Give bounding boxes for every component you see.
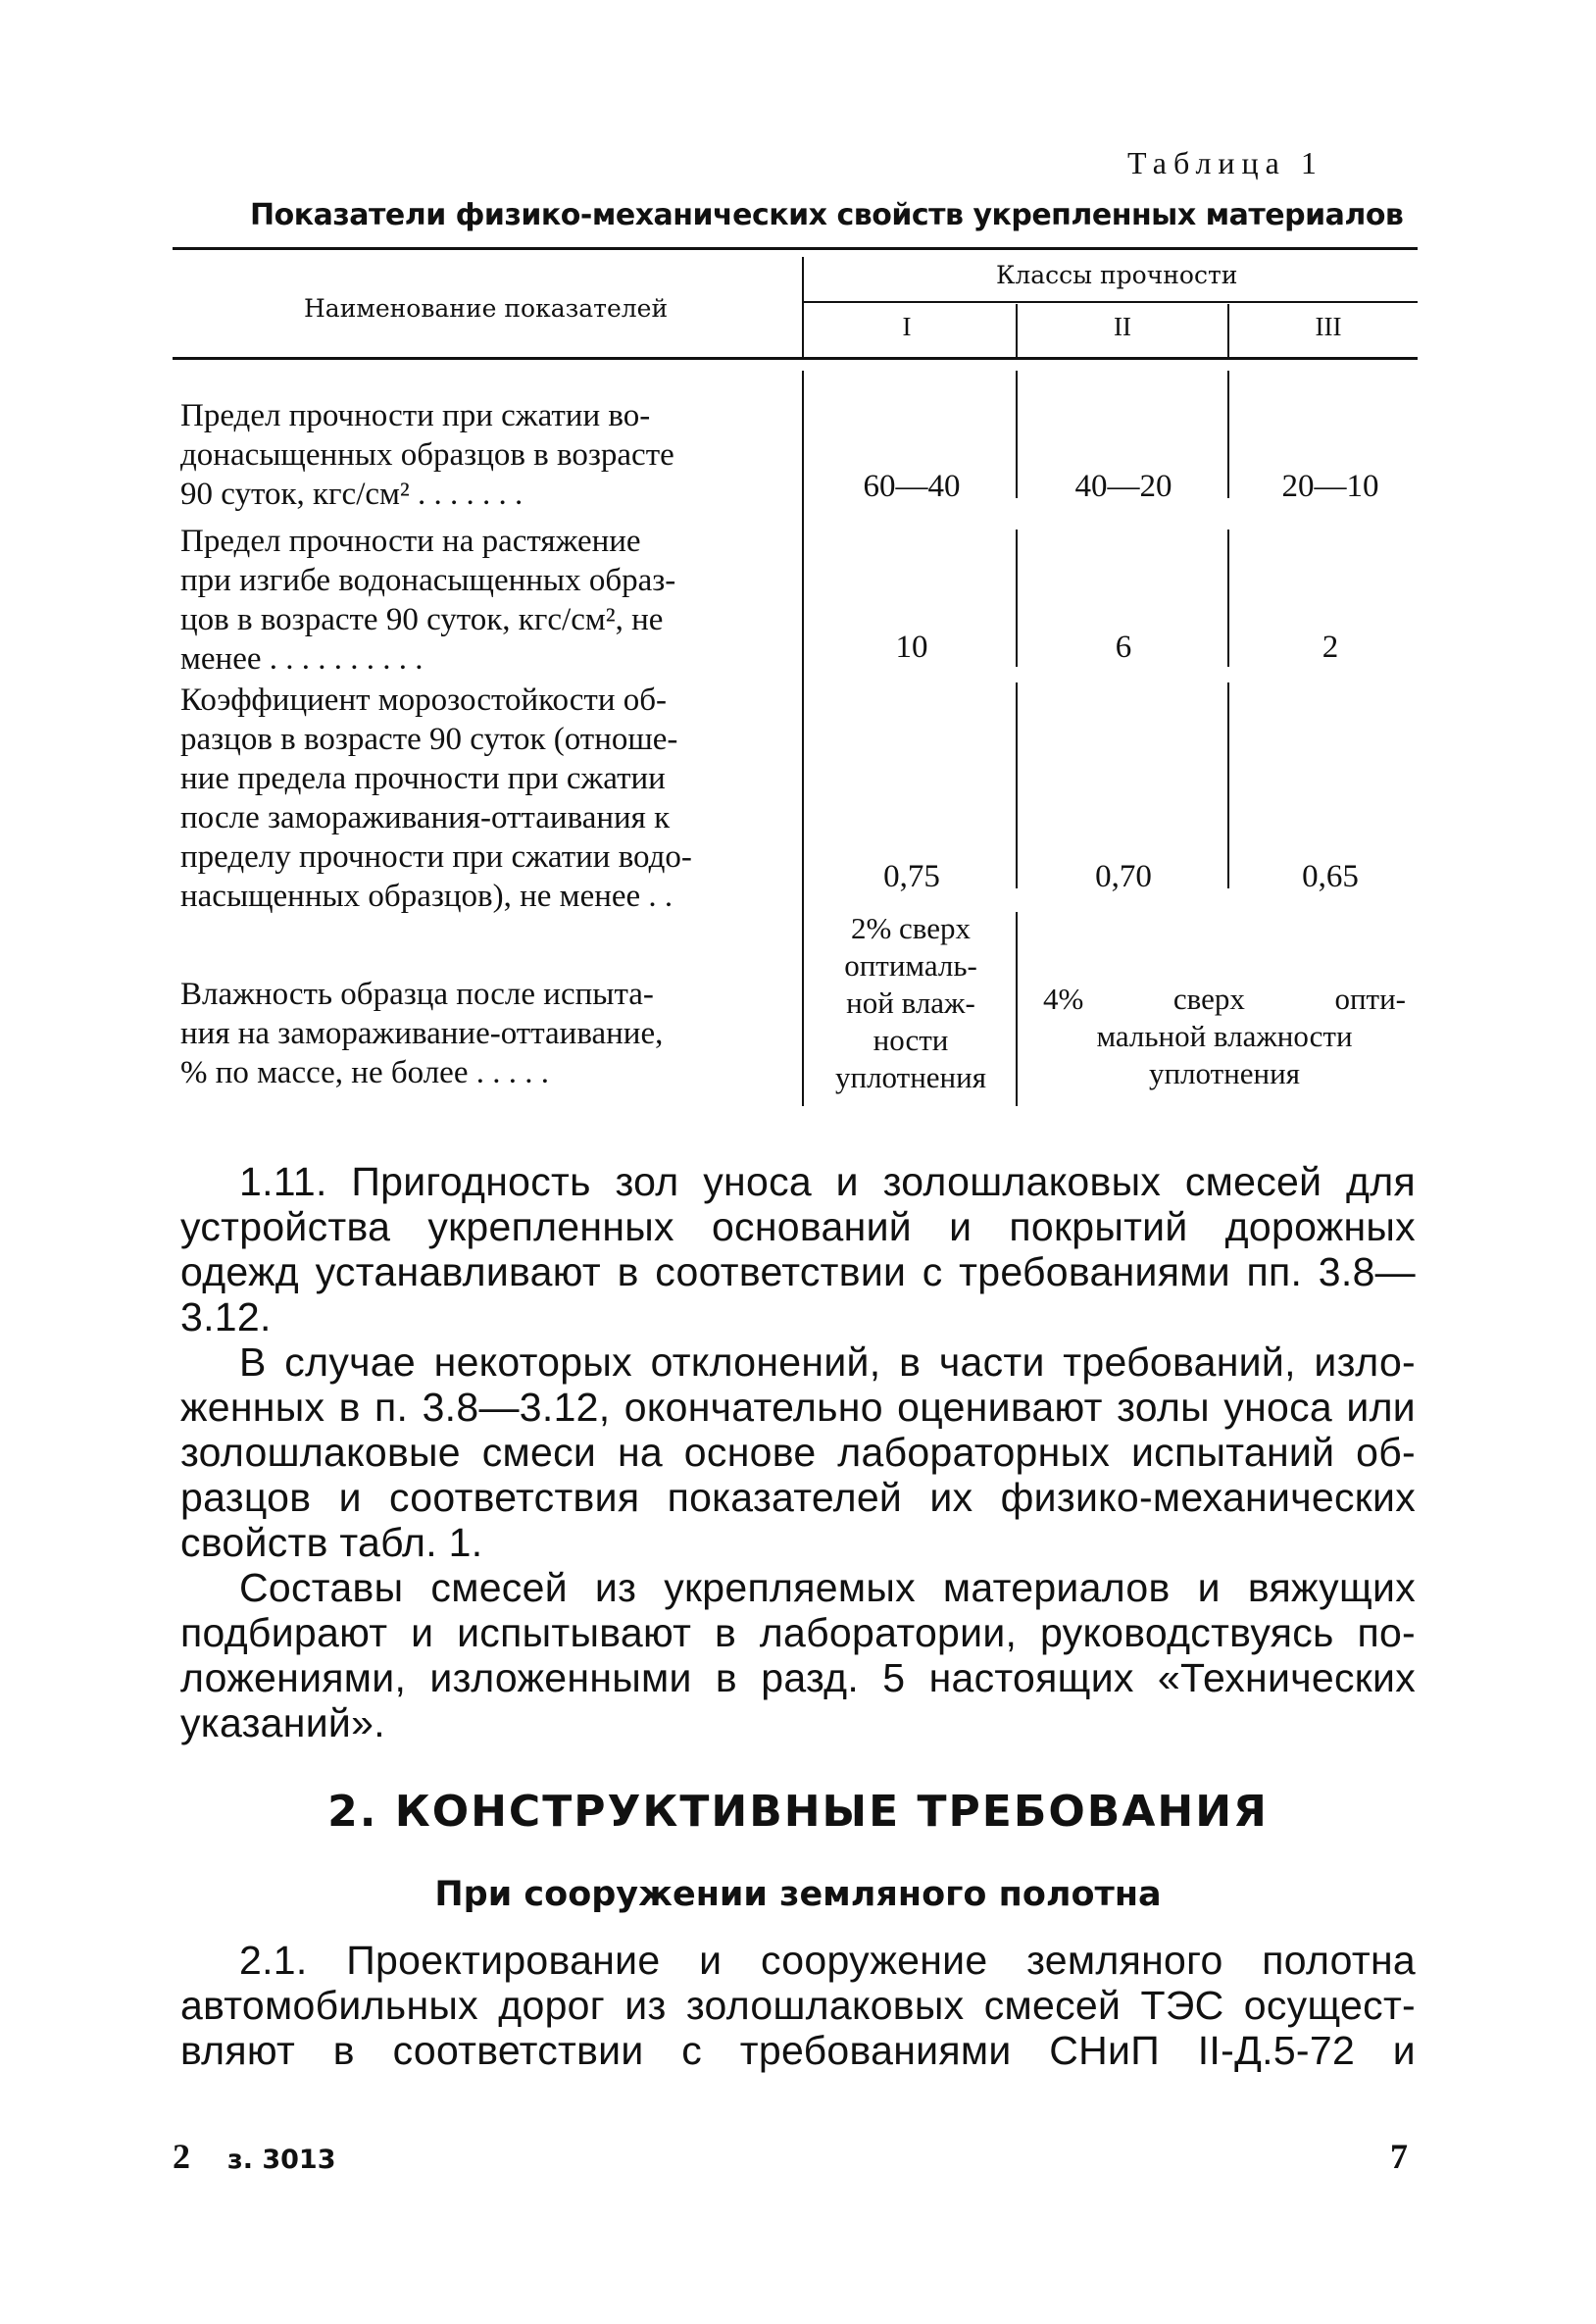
- paragraph-compositions: Составы смесей из укрепляемых материалов и вяжущих подбирают и испытывают в лаборатории, руководствуясь по- ложениями, изложенными в разд. 5 настоящих «Технических указаний».: [180, 1565, 1416, 1745]
- table-top-rule: [173, 247, 1418, 250]
- table-title: Показатели физико-механических свойств укрепленных материалов: [250, 198, 1404, 232]
- header-classes: Классы прочности: [996, 261, 1238, 289]
- body-divider-1-2-d: [1016, 912, 1018, 1106]
- body-divider-2-3-b: [1227, 530, 1229, 667]
- row-2-name: Предел прочности на растяжение при изгибе водонасыщенных образ- цов в возрасте 90 суток, кгс/см², не менее . . . . . . . . . .: [180, 524, 676, 677]
- classes-header-rule: [804, 301, 1418, 303]
- row-2-class-3: 2: [1322, 630, 1339, 665]
- row-1-name: Предел прочности при сжатии во- донасыщенных образцов в возрасте 90 суток, кгс/см² . . . . . . .: [180, 398, 674, 512]
- row-3-name: Коэффициент морозостойкости об- разцов в возрасте 90 суток (отноше- ние предела прочности при сжатии после замораживания-оттаивания к пределу прочности при сжатии водо- насыщенных образцов), не менее . .: [180, 682, 692, 914]
- row-3-class-1: 0,75: [883, 859, 940, 894]
- body-divider-name: [802, 371, 804, 1106]
- paragraph-2-1: 2.1. Проектирование и сооружение земляного полотна автомобильных дорог из золошлаковых смесей ТЭС осущест- вляют в соответствии с требованиями СНиП II-Д.5-72 и: [180, 1938, 1416, 2073]
- page-number: 7: [1390, 2137, 1408, 2176]
- table-caption: Таблица 1: [1127, 145, 1323, 180]
- row-3-class-2: 0,70: [1095, 859, 1152, 894]
- row-1-class-3: 20—10: [1281, 469, 1379, 504]
- header-divider-2-3: [1227, 304, 1229, 357]
- row-2-class-2: 6: [1115, 630, 1132, 665]
- header-divider-1-2: [1016, 304, 1018, 357]
- body-divider-1-2-a: [1016, 371, 1018, 498]
- row-1-class-1: 60—40: [863, 469, 961, 504]
- header-name: Наименование показателей: [304, 294, 669, 323]
- row-4-name: Влажность образца после испыта- ния на замораживание-оттаивание, % по массе, не более . . . . .: [180, 977, 664, 1090]
- header-divider-name: [802, 257, 804, 357]
- row-2-class-1: 10: [895, 630, 928, 665]
- class-ii-label: II: [1114, 312, 1131, 341]
- table-header-bottom-rule: [173, 357, 1418, 360]
- order-number: з. 3013: [227, 2145, 336, 2175]
- section-title: 2. КОНСТРУКТИВНЫЕ ТРЕБОВАНИЯ: [327, 1787, 1269, 1837]
- paragraph-1-11: 1.11. Пригодность зол уноса и золошлаковых смесей для устройства укрепленных оснований и покрытий дорожных одежд устанавливают в соответствии с требованиями пп. 3.8— 3.12.: [180, 1159, 1416, 1339]
- sheet-number: 2: [173, 2137, 190, 2176]
- body-divider-2-3-c: [1227, 682, 1229, 888]
- row-4-class-1: 2% сверх оптималь- ной влаж- ности уплотнения: [835, 911, 986, 1094]
- class-iii-label: III: [1315, 312, 1342, 341]
- row-1-class-2: 40—20: [1074, 469, 1172, 504]
- row-3-class-3: 0,65: [1302, 859, 1359, 894]
- body-divider-1-2-c: [1016, 682, 1018, 888]
- row-4-class-2-3: 4% сверх опти- мальной влажности уплотнения: [1043, 982, 1406, 1090]
- paragraph-deviations: В случае некоторых отклонений, в части требований, изло- женных в п. 3.8—3.12, окончательно оценивают золы уноса или золошлаковые смеси на основе лабораторных испытаний об- разцов и соответствия показателей их физико-механических свойств табл. 1.: [180, 1339, 1416, 1565]
- body-divider-1-2-b: [1016, 530, 1018, 667]
- footer-signature: [173, 2136, 336, 2177]
- body-divider-2-3-a: [1227, 371, 1229, 498]
- subsection-title: При сооружении земляного полотна: [434, 1875, 1162, 1914]
- class-i-label: I: [902, 312, 912, 341]
